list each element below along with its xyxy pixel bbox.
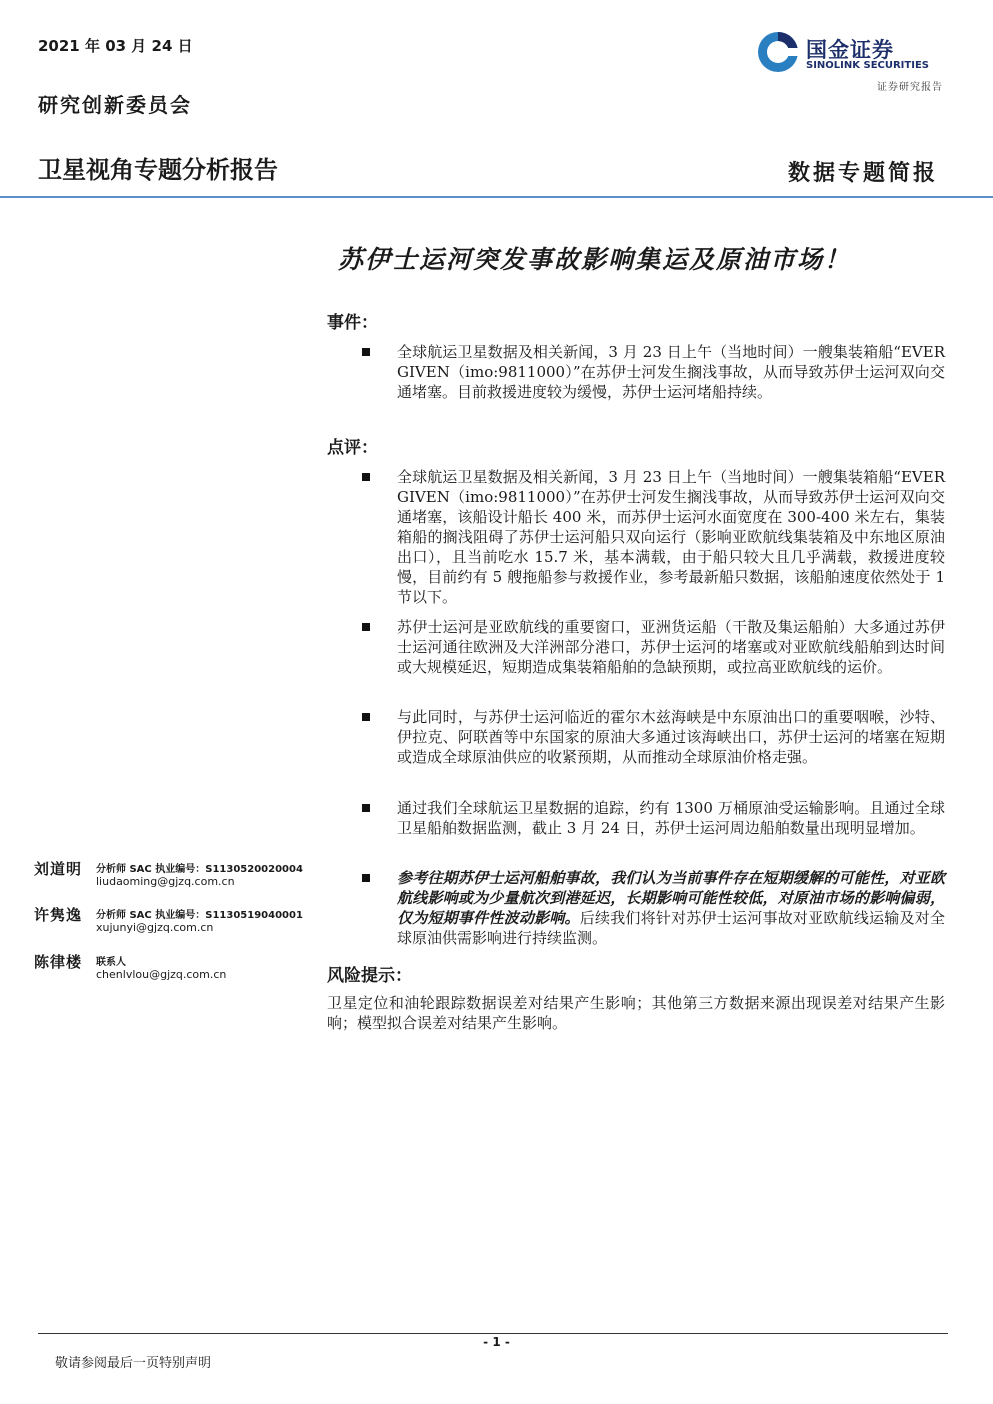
bullet-icon <box>362 623 370 631</box>
bullet-icon <box>362 348 370 356</box>
event-heading: 事件： <box>327 313 378 333</box>
comment-item: 苏伊士运河是亚欧航线的重要窗口，亚洲货运船（干散及集运船舶）大多通过苏伊士运河通往欧洲及大洋洲部分港口，苏伊士运河的堵塞或对亚欧航线船舶到达时间或大规模延迟，短期造成集装箱船舶的急缺预期，或拉高亚欧航线的运价。 <box>397 618 945 676</box>
bullet-icon <box>362 804 370 812</box>
company-logo <box>756 30 946 78</box>
risk-heading: 风险提示： <box>327 966 412 986</box>
comment-item: 与此同时，与苏伊士运河临近的霍尔木兹海峡是中东原油出口的重要咽喉，沙特、伊拉克、阿联酋等中东国家的原油大多通过该海峡出口，苏伊士运河的堵塞在短期或造成全球原油供应的收紧预期，从而推动全球原油价格走强。 <box>397 708 945 766</box>
bullet-icon <box>362 473 370 481</box>
conclusion-bold-text: 参考往期苏伊士运河船舶事故，我们认为当前事件存在短期缓解的可能性，对亚欧航线影响或为少量航次到港延迟，长期影响可能性较低，对原油市场的影响偏弱，仅为短期事件性波动影响。 <box>397 869 945 927</box>
logo-name-en: SINOLINK SECURITIES <box>806 60 929 71</box>
analyst-name: 刘道明 <box>34 860 83 878</box>
comment-item: 全球航运卫星数据及相关新闻，3 月 23 日上午（当地时间）一艘集装箱船“EVER GIVEN（imo:9811000）”在苏伊士河发生搁浅事故，从而导致苏伊士运河双向交通堵塞，该船设计船长 400 米，而苏伊士运河水面宽度在 300-400 米左右，集装箱船的搁浅阻碍了苏伊士运河船只双向运行（影响亚欧航线集装箱及中东地区原油出口），且当前吃水 15.7 米，基本满载，由于船只较大且几乎满载，救援进度较慢，目前约有 5 艘拖船参与救援作业，参考最新船只数据，该船舶速度依然处于 1 节以下。 <box>397 468 945 606</box>
bullet-icon <box>362 713 370 721</box>
analyst-role: 分析师 SAC 执业编号：S1130520020004 <box>96 864 303 875</box>
conclusion-rest-text: 后续我们将针对苏伊士运河事故对亚欧航线运输及对全球原油供需影响进行持续监测。 <box>397 909 945 947</box>
report-date: 2021 年 03 月 24 日 <box>38 37 193 55</box>
event-item: 全球航运卫星数据及相关新闻，3 月 23 日上午（当地时间）一艘集装箱船“EVER GIVEN（imo:9811000）”在苏伊士河发生搁浅事故，从而导致苏伊士运河双向交通堵塞。目前救援进度较为缓慢，苏伊士运河堵船持续。 <box>397 343 945 401</box>
committee-name: 研究创新委员会 <box>38 93 192 117</box>
bullet-icon <box>362 874 370 882</box>
risk-text: 卫星定位和油轮跟踪数据误差对结果产生影响；其他第三方数据来源出现误差对结果产生影响；模型拟合误差对结果产生影响。 <box>327 994 945 1032</box>
comment-item: 通过我们全球航运卫星数据的追踪，约有 1300 万桶原油受运输影响。且通过全球卫星船舶数据监测，截止 3 月 24 日，苏伊士运河周边船舶数量出现明显增加。 <box>397 799 945 837</box>
logo-mark-icon <box>756 30 800 74</box>
analyst-role: 分析师 SAC 执业编号：S1130519040001 <box>96 910 303 921</box>
header-divider <box>0 196 993 198</box>
report-type: 卫星视角专题分析报告 <box>38 156 278 184</box>
comment-heading: 点评： <box>327 438 378 458</box>
page-number: - 1 - <box>483 1335 510 1349</box>
disclaimer-note: 敬请参阅最后一页特别声明 <box>55 1356 212 1371</box>
analyst-email: xujunyi@gjzq.com.cn <box>96 921 214 934</box>
analyst-name: 陈律楼 <box>34 953 83 971</box>
comment-item-conclusion <box>397 868 945 948</box>
analyst-name: 许隽逸 <box>34 906 83 924</box>
analyst-email: chenlvlou@gjzq.com.cn <box>96 968 227 981</box>
analyst-role: 联系人 <box>96 957 126 968</box>
footer-divider <box>38 1333 948 1334</box>
headline: 苏伊士运河突发事故影响集运及原油市场！ <box>338 245 852 274</box>
report-category: 数据专题简报 <box>787 160 938 186</box>
analyst-email: liudaoming@gjzq.com.cn <box>96 875 235 888</box>
logo-subtitle: 证券研究报告 <box>877 82 943 93</box>
logo-name-cn: 国金证券 <box>806 38 894 62</box>
